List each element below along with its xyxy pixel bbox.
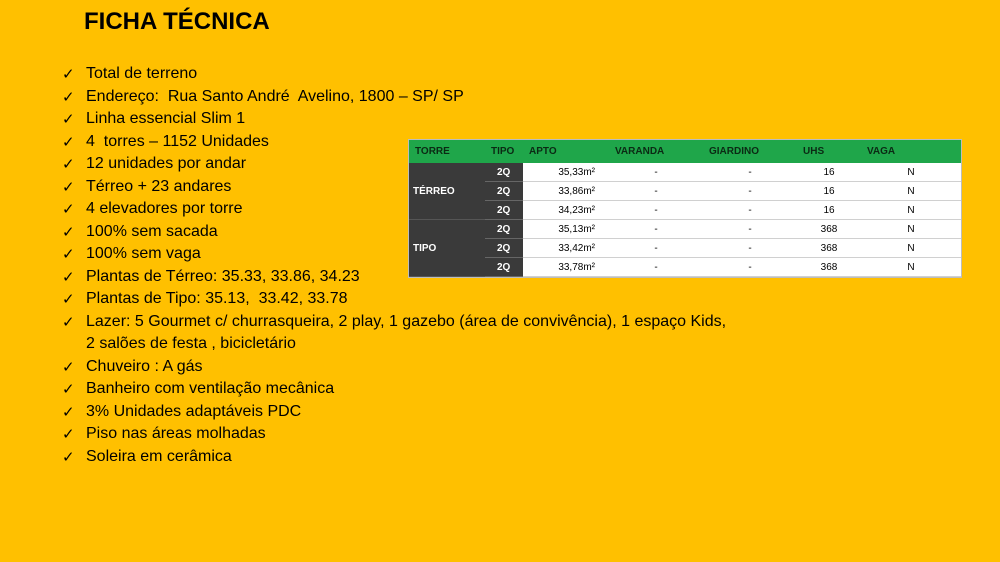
varanda-cell: - [609, 239, 703, 258]
tipo-cell: 2Q [485, 163, 523, 182]
apto-cell: 33,86m² [523, 182, 609, 201]
checkmark-icon: ✓ [62, 200, 75, 218]
list-item: ✓ Lazer: 5 Gourmet c/ churrasqueira, 2 play, 1 gazebo (área de convivência), 1 espaço Kids, 2 salões de festa , bicicletário [62, 312, 727, 352]
list-item: ✓ 100% sem sacada [62, 221, 822, 244]
list-item: ✓ Soleira em cerâmica [62, 446, 822, 469]
list-item: ✓ 100% sem vaga [62, 243, 822, 266]
checkmark-icon: ✓ [62, 267, 75, 286]
list-item: ✓ 12 unidades por andar [62, 153, 822, 176]
checkmark-icon: ✓ [62, 357, 75, 376]
tipo-cell: 2Q [485, 220, 523, 239]
tipo-cell: 2Q [485, 239, 523, 258]
page-title: FICHA TÉCNICA [84, 8, 270, 35]
vaga-cell: N [861, 258, 961, 277]
uhs-cell: 16 [797, 201, 861, 220]
checkmark-icon: ✓ [62, 132, 75, 151]
uhs-cell: 368 [797, 220, 861, 239]
checkmark-icon: ✓ [62, 110, 75, 128]
uhs-cell: 368 [797, 258, 861, 277]
apto-cell: 33,78m² [523, 258, 609, 277]
table-row [409, 182, 961, 201]
apto-cell: 35,13m² [523, 220, 609, 239]
giardino-cell: - [703, 182, 797, 201]
list-item: ✓ 4 torres – 1152 Unidades [62, 131, 822, 154]
table-row [409, 220, 961, 239]
tipo-cell: 2Q [485, 201, 523, 220]
giardino-cell: - [703, 163, 797, 182]
giardino-cell: - [703, 239, 797, 258]
list-item: ✓ 4 elevadores por torre [62, 198, 822, 221]
apto-cell: 34,23m² [523, 201, 609, 220]
checkmark-icon: ✓ [62, 87, 75, 106]
uhs-cell: 368 [797, 239, 861, 258]
tipo-cell: 2Q [485, 182, 523, 201]
group-cell-tipo: TIPO [409, 220, 485, 277]
column-header-uhs: UHS [797, 140, 861, 163]
list-item: ✓ Endereço: Rua Santo André Avelino, 1800 – SP/ SP [62, 86, 822, 109]
table-row [409, 163, 961, 182]
apto-cell: 35,33m² [523, 163, 609, 182]
list-item: ✓ Chuveiro : A gás [62, 356, 822, 379]
varanda-cell: - [609, 182, 703, 201]
vaga-cell: N [861, 201, 961, 220]
units-table [409, 140, 961, 277]
list-item: ✓ Plantas de Tipo: 35.13, 33.42, 33.78 [62, 288, 822, 311]
varanda-cell: - [609, 220, 703, 239]
giardino-cell: - [703, 258, 797, 277]
list-item: ✓ 3% Unidades adaptáveis PDC [62, 401, 822, 424]
checkmark-icon: ✓ [62, 290, 75, 308]
table-header-row [409, 140, 961, 163]
list-item: ✓ Banheiro com ventilação mecânica [62, 378, 822, 401]
column-header-apto: APTO [523, 140, 609, 163]
tipo-cell: 2Q [485, 258, 523, 277]
checkmark-icon: ✓ [62, 425, 75, 443]
column-header-varanda: VARANDA [609, 140, 703, 163]
giardino-cell: - [703, 220, 797, 239]
list-item: ✓ Piso nas áreas molhadas [62, 423, 822, 446]
vaga-cell: N [861, 182, 961, 201]
checkmark-icon: ✓ [62, 65, 75, 83]
table-row [409, 258, 961, 277]
vaga-cell: N [861, 239, 961, 258]
column-header-vaga: VAGA [861, 140, 961, 163]
column-header-torre: TORRE [409, 140, 485, 163]
checkmark-icon: ✓ [62, 245, 75, 263]
checkmark-icon: ✓ [62, 312, 75, 331]
table-row [409, 201, 961, 220]
checkmark-icon: ✓ [62, 380, 75, 398]
checkmark-icon: ✓ [62, 222, 75, 241]
list-item: ✓ Linha essencial Slim 1 [62, 108, 822, 131]
column-header-tipo: TIPO [485, 140, 523, 163]
checkmark-icon: ✓ [62, 155, 75, 173]
uhs-cell: 16 [797, 163, 861, 182]
varanda-cell: - [609, 201, 703, 220]
uhs-cell: 16 [797, 182, 861, 201]
table-row [409, 239, 961, 258]
vaga-cell: N [861, 220, 961, 239]
varanda-cell: - [609, 163, 703, 182]
apto-cell: 33,42m² [523, 239, 609, 258]
varanda-cell: - [609, 258, 703, 277]
checkmark-icon: ✓ [62, 177, 75, 196]
list-item: ✓ Plantas de Térreo: 35.33, 33.86, 34.23 [62, 266, 822, 289]
giardino-cell: - [703, 201, 797, 220]
vaga-cell: N [861, 163, 961, 182]
list-item: ✓ Térreo + 23 andares [62, 176, 822, 199]
checkmark-icon: ✓ [62, 402, 75, 421]
column-header-giardino: GIARDINO [703, 140, 797, 163]
group-cell-terreo: TÉRREO [409, 163, 485, 220]
list-item: ✓ Total de terreno [62, 63, 822, 86]
checkmark-icon: ✓ [62, 447, 75, 466]
